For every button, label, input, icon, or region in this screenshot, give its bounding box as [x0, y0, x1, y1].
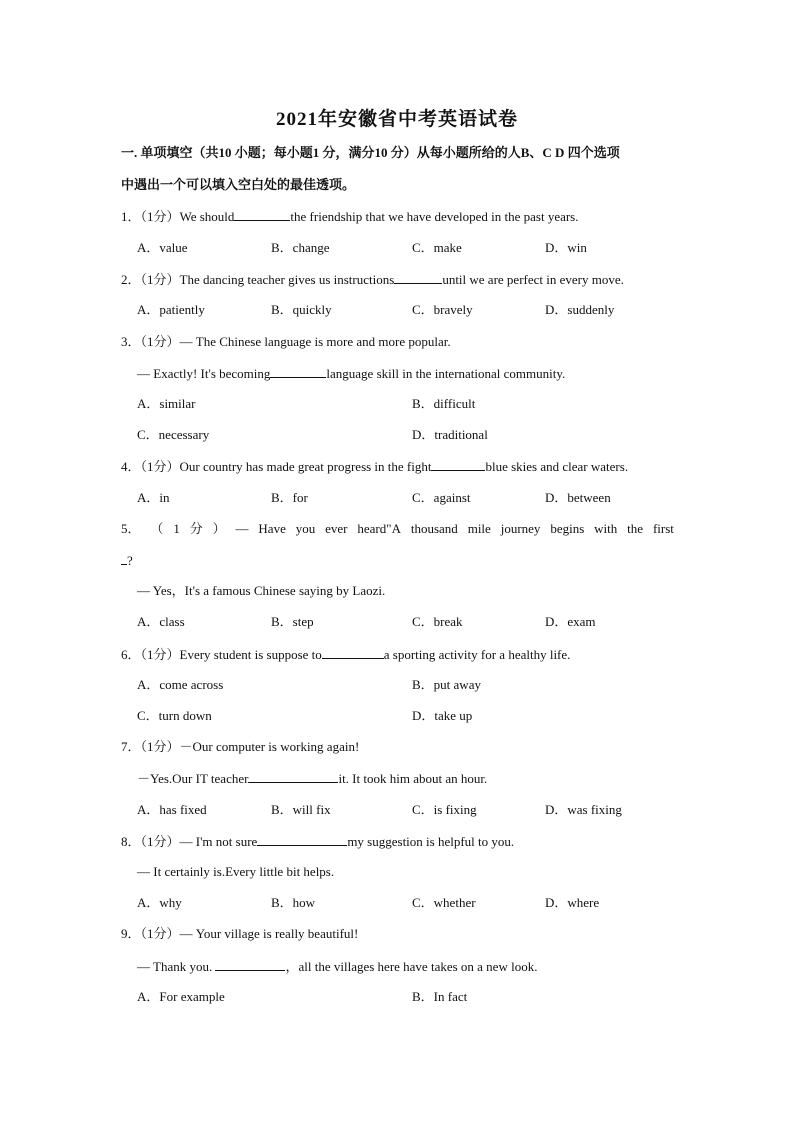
- answer-blank: [257, 832, 347, 846]
- question-9-reply-post: ，all the villages here have takes on a new look.: [285, 959, 538, 974]
- q6-option-d: D．take up: [412, 708, 473, 723]
- question-5-reply: — Yes，It's a famous Chinese saying by Laozi.: [137, 583, 386, 598]
- q9-option-b: B．In fact: [412, 989, 468, 1004]
- q3-option-a: A．similar: [137, 396, 196, 411]
- question-1-stem-pre: 1．（1分）We should: [121, 209, 235, 224]
- q1-option-b: B．change: [271, 240, 330, 255]
- q1-option-d: D．win: [545, 240, 587, 255]
- q8-option-c: C．whether: [412, 895, 476, 910]
- question-3-reply: [137, 364, 565, 383]
- q4-option-a: A．in: [137, 490, 170, 505]
- q5-word: with: [594, 521, 618, 536]
- q5-word: heard"A: [357, 521, 401, 536]
- section-instruction-line2: 中遇出一个可以填入空白处的最佳透项。: [121, 177, 356, 192]
- q7-option-a: A．has fixed: [137, 802, 207, 817]
- question-7-stem: 7．（1分）－Our computer is working again!: [121, 739, 360, 754]
- q8-option-a: A．why: [137, 895, 182, 910]
- question-5-stem: [121, 520, 674, 538]
- q8-option-b: B．how: [271, 895, 316, 910]
- question-2-stem-post: until we are perfect in every move.: [442, 272, 624, 287]
- question-4-stem-post: blue skies and clear waters.: [485, 459, 629, 474]
- q3-option-c: C．necessary: [137, 427, 210, 442]
- q5-word: （: [150, 521, 164, 536]
- answer-blank: [215, 957, 285, 971]
- question-6-stem-post: a sporting activity for a healthy life.: [383, 647, 571, 662]
- q3-option-d: D．traditional: [412, 427, 488, 442]
- q5-option-b: B．step: [271, 614, 314, 629]
- question-1-stem: [121, 207, 579, 226]
- question-7-reply-pre: －Yes.Our IT teacher: [137, 771, 249, 786]
- question-4-stem-pre: 4．（1分）Our country has made great progress in the fight: [121, 459, 432, 474]
- question-4-stem: [121, 457, 628, 476]
- question-2-stem-pre: 2．（1分）The dancing teacher gives us instructions: [121, 272, 395, 287]
- q5-word: —: [235, 521, 249, 536]
- q5-word: Have: [258, 521, 286, 536]
- answer-blank: [394, 270, 442, 284]
- q5-word: first: [652, 521, 674, 536]
- answer-blank: [248, 769, 338, 783]
- question-3-reply-post: language skill in the international community.: [326, 366, 566, 381]
- question-2-stem: [121, 270, 624, 289]
- q6-option-b: B．put away: [412, 677, 481, 692]
- q5-option-d: D．exam: [545, 614, 596, 629]
- answer-blank: [431, 457, 485, 471]
- q7-option-b: B．will fix: [271, 802, 331, 817]
- q1-option-a: A．value: [137, 240, 188, 255]
- question-8-stem: [121, 832, 514, 851]
- question-8-stem-pre: 8．（1分）— I'm not sure: [121, 834, 258, 849]
- question-3-reply-pre: — Exactly! It's becoming: [137, 366, 271, 381]
- q6-option-c: C．turn down: [137, 708, 212, 723]
- q5-word: ever: [325, 521, 348, 536]
- q2-option-c: C．bravely: [412, 302, 473, 317]
- q2-option-d: D．suddenly: [545, 302, 615, 317]
- page-title: 2021年安徽省中考英语试卷: [275, 109, 518, 130]
- q1-option-c: C．make: [412, 240, 462, 255]
- question-8-stem-post: my suggestion is helpful to you.: [347, 834, 515, 849]
- q2-option-b: B．quickly: [271, 302, 332, 317]
- answer-blank: [270, 364, 326, 378]
- question-6-stem-pre: 6．（1分）Every student is suppose to: [121, 647, 322, 662]
- q5-word: thousand: [410, 521, 458, 536]
- q4-option-b: B．for: [271, 490, 308, 505]
- section-instruction-line1: 一. 单项填空（共10 小题；每小题1 分，满分10 分）从每小题所给的人B、C D 四个选项: [121, 145, 620, 160]
- q4-option-c: C．against: [412, 490, 471, 505]
- question-9-reply-pre: — Thank you.: [137, 959, 216, 974]
- question-6-stem: [121, 645, 570, 664]
- q7-option-d: D．was fixing: [545, 802, 622, 817]
- q8-option-d: D．where: [545, 895, 600, 910]
- question-5-stem-continued: [121, 551, 133, 570]
- question-8-reply: — It certainly is.Every little bit helps.: [137, 864, 335, 879]
- answer-blank: [322, 645, 384, 659]
- q9-option-a: A．For example: [137, 989, 225, 1004]
- q5-word: mile: [467, 521, 491, 536]
- q4-option-d: D．between: [545, 490, 611, 505]
- question-5-stem-end: ?: [127, 553, 133, 568]
- q5-word: 1: [173, 521, 180, 536]
- q5-option-c: C．break: [412, 614, 463, 629]
- q5-word: ）: [212, 521, 226, 536]
- q5-word: 分: [189, 521, 203, 536]
- q2-option-a: A．patiently: [137, 302, 205, 317]
- q5-word: begins: [550, 521, 585, 536]
- question-7-reply: [137, 769, 487, 788]
- q5-word: the: [627, 521, 644, 536]
- q6-option-a: A．come across: [137, 677, 224, 692]
- question-3-stem: 3．（1分）— The Chinese language is more and more popular.: [121, 334, 451, 349]
- answer-blank: [234, 207, 290, 221]
- q7-option-c: C．is fixing: [412, 802, 477, 817]
- question-9-reply: [137, 957, 537, 976]
- question-7-reply-post: it. It took him about an hour.: [338, 771, 488, 786]
- q5-option-a: A．class: [137, 614, 185, 629]
- question-1-stem-post: the friendship that we have developed in the past years.: [290, 209, 579, 224]
- q5-word: journey: [500, 521, 541, 536]
- q5-word: 5．: [121, 521, 141, 536]
- question-9-stem: 9．（1分）— Your village is really beautiful!: [121, 926, 359, 941]
- q5-word: you: [295, 521, 316, 536]
- q3-option-b: B．difficult: [412, 396, 476, 411]
